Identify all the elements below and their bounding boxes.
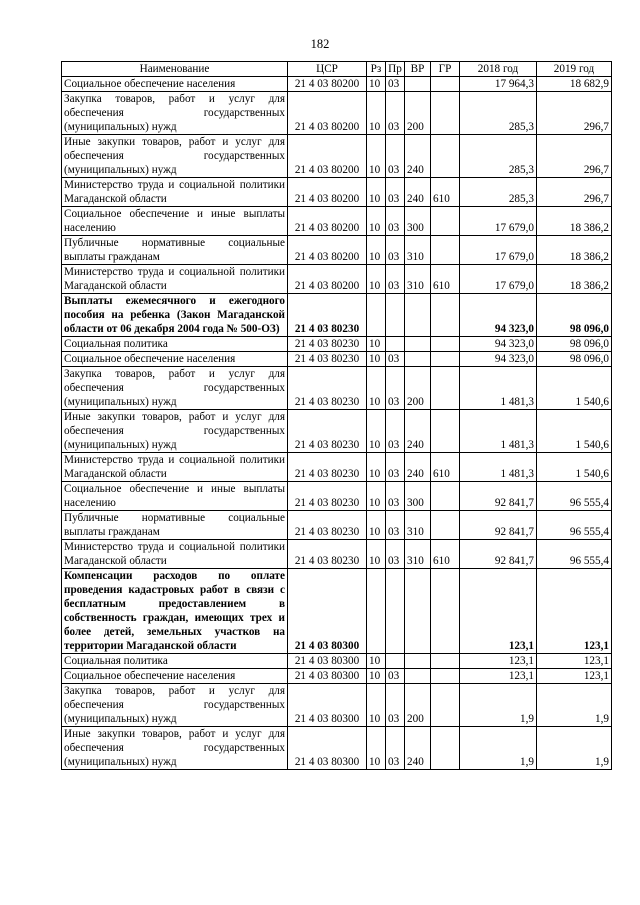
cell-2018: 92 841,7 bbox=[460, 482, 537, 511]
cell-name: Публичные нормативные социальные выплаты гражданам bbox=[62, 236, 288, 265]
table-row bbox=[62, 727, 612, 770]
cell-name: Выплаты ежемесячного и ежегодного пособия на ребенка (Закон Магаданской области от 06 декабря 2004 года № 500-ОЗ) bbox=[62, 294, 288, 337]
cell-2019: 123,1 bbox=[537, 654, 612, 669]
cell-vr: 240 bbox=[405, 727, 431, 770]
cell-2018: 123,1 bbox=[460, 669, 537, 684]
cell-pr: 03 bbox=[386, 482, 405, 511]
table-row bbox=[62, 207, 612, 236]
cell-rz: 10 bbox=[367, 410, 386, 453]
cell-pr: 03 bbox=[386, 367, 405, 410]
cell-2019: 1,9 bbox=[537, 684, 612, 727]
cell-rz: 10 bbox=[367, 207, 386, 236]
cell-csr: 21 4 03 80300 bbox=[288, 669, 367, 684]
table-row bbox=[62, 654, 612, 669]
cell-csr: 21 4 03 80230 bbox=[288, 337, 367, 352]
cell-vr bbox=[405, 654, 431, 669]
header-2019: 2019 год bbox=[537, 62, 612, 77]
cell-name: Социальное обеспечение населения bbox=[62, 352, 288, 367]
cell-pr: 03 bbox=[386, 540, 405, 569]
cell-gr bbox=[431, 367, 460, 410]
cell-rz bbox=[367, 294, 386, 337]
cell-csr: 21 4 03 80200 bbox=[288, 77, 367, 92]
header-vr: ВР bbox=[405, 62, 431, 77]
cell-2019: 296,7 bbox=[537, 178, 612, 207]
cell-gr bbox=[431, 92, 460, 135]
cell-csr: 21 4 03 80300 bbox=[288, 569, 367, 654]
cell-csr: 21 4 03 80230 bbox=[288, 453, 367, 482]
cell-pr bbox=[386, 654, 405, 669]
page-number: 182 bbox=[310, 37, 330, 51]
table-row bbox=[62, 482, 612, 511]
cell-csr: 21 4 03 80200 bbox=[288, 265, 367, 294]
cell-csr: 21 4 03 80300 bbox=[288, 684, 367, 727]
cell-vr: 240 bbox=[405, 178, 431, 207]
cell-rz: 10 bbox=[367, 337, 386, 352]
cell-2019: 96 555,4 bbox=[537, 482, 612, 511]
cell-vr bbox=[405, 352, 431, 367]
cell-2018: 285,3 bbox=[460, 178, 537, 207]
table-row bbox=[62, 352, 612, 367]
cell-2018: 92 841,7 bbox=[460, 511, 537, 540]
cell-gr bbox=[431, 410, 460, 453]
cell-vr bbox=[405, 294, 431, 337]
cell-name: Публичные нормативные социальные выплаты гражданам bbox=[62, 511, 288, 540]
cell-pr: 03 bbox=[386, 727, 405, 770]
cell-csr: 21 4 03 80200 bbox=[288, 92, 367, 135]
cell-rz: 10 bbox=[367, 367, 386, 410]
cell-csr: 21 4 03 80300 bbox=[288, 654, 367, 669]
cell-vr: 240 bbox=[405, 453, 431, 482]
table-row bbox=[62, 569, 612, 654]
cell-rz: 10 bbox=[367, 92, 386, 135]
cell-vr: 200 bbox=[405, 367, 431, 410]
cell-2019: 18 386,2 bbox=[537, 236, 612, 265]
cell-gr: 610 bbox=[431, 178, 460, 207]
cell-vr: 300 bbox=[405, 482, 431, 511]
cell-pr bbox=[386, 569, 405, 654]
table-row bbox=[62, 540, 612, 569]
cell-name: Иные закупки товаров, работ и услуг для обеспечения государственных (муниципальных) нужд bbox=[62, 727, 288, 770]
cell-rz: 10 bbox=[367, 511, 386, 540]
table-row bbox=[62, 178, 612, 207]
cell-2019: 18 682,9 bbox=[537, 77, 612, 92]
cell-name: Министерство труда и социальной политики Магаданской области bbox=[62, 178, 288, 207]
cell-gr bbox=[431, 684, 460, 727]
cell-vr bbox=[405, 337, 431, 352]
cell-rz bbox=[367, 569, 386, 654]
table-row bbox=[62, 453, 612, 482]
cell-2018: 17 964,3 bbox=[460, 77, 537, 92]
cell-2019: 1,9 bbox=[537, 727, 612, 770]
cell-2019: 96 555,4 bbox=[537, 540, 612, 569]
cell-pr: 03 bbox=[386, 207, 405, 236]
cell-pr: 03 bbox=[386, 684, 405, 727]
cell-name: Министерство труда и социальной политики Магаданской области bbox=[62, 540, 288, 569]
cell-rz: 10 bbox=[367, 727, 386, 770]
cell-gr bbox=[431, 654, 460, 669]
cell-csr: 21 4 03 80200 bbox=[288, 236, 367, 265]
cell-pr: 03 bbox=[386, 669, 405, 684]
cell-name: Закупка товаров, работ и услуг для обеспечения государственных (муниципальных) нужд bbox=[62, 92, 288, 135]
cell-name: Социальная политика bbox=[62, 654, 288, 669]
cell-2018: 285,3 bbox=[460, 135, 537, 178]
cell-rz: 10 bbox=[367, 453, 386, 482]
cell-2018: 94 323,0 bbox=[460, 294, 537, 337]
cell-vr: 240 bbox=[405, 410, 431, 453]
table-row bbox=[62, 77, 612, 92]
cell-csr: 21 4 03 80200 bbox=[288, 135, 367, 178]
cell-gr bbox=[431, 77, 460, 92]
cell-2018: 123,1 bbox=[460, 654, 537, 669]
header-gr: ГР bbox=[431, 62, 460, 77]
cell-vr: 310 bbox=[405, 511, 431, 540]
cell-2019: 18 386,2 bbox=[537, 207, 612, 236]
cell-vr: 310 bbox=[405, 236, 431, 265]
cell-vr bbox=[405, 77, 431, 92]
table-row bbox=[62, 265, 612, 294]
cell-2018: 123,1 bbox=[460, 569, 537, 654]
header-rz: Рз bbox=[367, 62, 386, 77]
cell-2018: 17 679,0 bbox=[460, 236, 537, 265]
cell-rz: 10 bbox=[367, 135, 386, 178]
header-name: Наименование bbox=[62, 62, 288, 77]
cell-pr: 03 bbox=[386, 265, 405, 294]
cell-gr bbox=[431, 482, 460, 511]
cell-name: Социальное обеспечение и иные выплаты населению bbox=[62, 207, 288, 236]
cell-gr: 610 bbox=[431, 540, 460, 569]
cell-2019: 1 540,6 bbox=[537, 453, 612, 482]
cell-pr: 03 bbox=[386, 236, 405, 265]
table-row bbox=[62, 410, 612, 453]
cell-rz: 10 bbox=[367, 482, 386, 511]
cell-name: Иные закупки товаров, работ и услуг для обеспечения государственных (муниципальных) нужд bbox=[62, 135, 288, 178]
cell-2018: 17 679,0 bbox=[460, 265, 537, 294]
cell-2019: 18 386,2 bbox=[537, 265, 612, 294]
cell-2019: 98 096,0 bbox=[537, 294, 612, 337]
cell-csr: 21 4 03 80230 bbox=[288, 540, 367, 569]
cell-rz: 10 bbox=[367, 236, 386, 265]
header-pr: Пр bbox=[386, 62, 405, 77]
cell-name: Закупка товаров, работ и услуг для обеспечения государственных (муниципальных) нужд bbox=[62, 367, 288, 410]
cell-2019: 1 540,6 bbox=[537, 367, 612, 410]
cell-vr: 200 bbox=[405, 684, 431, 727]
cell-vr: 310 bbox=[405, 265, 431, 294]
table-row bbox=[62, 511, 612, 540]
cell-csr: 21 4 03 80230 bbox=[288, 410, 367, 453]
cell-2019: 98 096,0 bbox=[537, 352, 612, 367]
table-row bbox=[62, 684, 612, 727]
cell-2018: 1 481,3 bbox=[460, 367, 537, 410]
cell-2019: 96 555,4 bbox=[537, 511, 612, 540]
cell-2018: 94 323,0 bbox=[460, 352, 537, 367]
cell-2019: 123,1 bbox=[537, 569, 612, 654]
header-csr: ЦСР bbox=[288, 62, 367, 77]
cell-rz: 10 bbox=[367, 669, 386, 684]
cell-gr bbox=[431, 669, 460, 684]
cell-2018: 17 679,0 bbox=[460, 207, 537, 236]
cell-pr: 03 bbox=[386, 352, 405, 367]
cell-pr: 03 bbox=[386, 135, 405, 178]
table-row bbox=[62, 337, 612, 352]
cell-pr: 03 bbox=[386, 77, 405, 92]
header-2018: 2018 год bbox=[460, 62, 537, 77]
cell-gr bbox=[431, 294, 460, 337]
cell-2019: 296,7 bbox=[537, 92, 612, 135]
budget-table bbox=[61, 61, 612, 770]
table-row bbox=[62, 135, 612, 178]
cell-2018: 1,9 bbox=[460, 727, 537, 770]
cell-2018: 1 481,3 bbox=[460, 410, 537, 453]
table-row bbox=[62, 367, 612, 410]
cell-pr: 03 bbox=[386, 178, 405, 207]
cell-gr: 610 bbox=[431, 265, 460, 294]
cell-gr bbox=[431, 207, 460, 236]
cell-name: Закупка товаров, работ и услуг для обеспечения государственных (муниципальных) нужд bbox=[62, 684, 288, 727]
cell-name: Социальное обеспечение населения bbox=[62, 77, 288, 92]
table-row bbox=[62, 92, 612, 135]
cell-gr bbox=[431, 236, 460, 265]
cell-2018: 285,3 bbox=[460, 92, 537, 135]
cell-pr: 03 bbox=[386, 410, 405, 453]
cell-gr bbox=[431, 727, 460, 770]
cell-gr: 610 bbox=[431, 453, 460, 482]
cell-gr bbox=[431, 352, 460, 367]
cell-csr: 21 4 03 80230 bbox=[288, 352, 367, 367]
cell-pr: 03 bbox=[386, 92, 405, 135]
cell-rz: 10 bbox=[367, 265, 386, 294]
table-header-row bbox=[62, 62, 612, 77]
cell-csr: 21 4 03 80230 bbox=[288, 482, 367, 511]
cell-2018: 92 841,7 bbox=[460, 540, 537, 569]
cell-vr: 200 bbox=[405, 92, 431, 135]
cell-vr bbox=[405, 569, 431, 654]
cell-rz: 10 bbox=[367, 540, 386, 569]
cell-gr bbox=[431, 135, 460, 178]
table-row bbox=[62, 669, 612, 684]
cell-gr bbox=[431, 337, 460, 352]
cell-vr: 240 bbox=[405, 135, 431, 178]
cell-rz: 10 bbox=[367, 77, 386, 92]
cell-2019: 1 540,6 bbox=[537, 410, 612, 453]
cell-vr: 310 bbox=[405, 540, 431, 569]
cell-rz: 10 bbox=[367, 654, 386, 669]
cell-pr: 03 bbox=[386, 511, 405, 540]
cell-csr: 21 4 03 80300 bbox=[288, 727, 367, 770]
cell-rz: 10 bbox=[367, 178, 386, 207]
cell-csr: 21 4 03 80230 bbox=[288, 294, 367, 337]
cell-pr: 03 bbox=[386, 453, 405, 482]
cell-name: Социальное обеспечение и иные выплаты населению bbox=[62, 482, 288, 511]
cell-name: Министерство труда и социальной политики Магаданской области bbox=[62, 453, 288, 482]
cell-gr bbox=[431, 511, 460, 540]
table-row bbox=[62, 236, 612, 265]
cell-2019: 123,1 bbox=[537, 669, 612, 684]
cell-vr: 300 bbox=[405, 207, 431, 236]
table-row bbox=[62, 294, 612, 337]
cell-csr: 21 4 03 80200 bbox=[288, 178, 367, 207]
cell-name: Компенсации расходов по оплате проведения кадастровых работ в связи с бесплатным предоставлением в собственность граждан, имеющих трех и более детей, земельных участков на территории Магаданской области bbox=[62, 569, 288, 654]
cell-name: Иные закупки товаров, работ и услуг для обеспечения государственных (муниципальных) нужд bbox=[62, 410, 288, 453]
cell-rz: 10 bbox=[367, 352, 386, 367]
cell-pr bbox=[386, 294, 405, 337]
cell-gr bbox=[431, 569, 460, 654]
cell-name: Социальная политика bbox=[62, 337, 288, 352]
cell-csr: 21 4 03 80230 bbox=[288, 367, 367, 410]
cell-pr bbox=[386, 337, 405, 352]
cell-csr: 21 4 03 80230 bbox=[288, 511, 367, 540]
cell-2019: 98 096,0 bbox=[537, 337, 612, 352]
cell-vr bbox=[405, 669, 431, 684]
cell-2019: 296,7 bbox=[537, 135, 612, 178]
cell-2018: 1 481,3 bbox=[460, 453, 537, 482]
cell-rz: 10 bbox=[367, 684, 386, 727]
cell-2018: 1,9 bbox=[460, 684, 537, 727]
cell-2018: 94 323,0 bbox=[460, 337, 537, 352]
cell-name: Министерство труда и социальной политики Магаданской области bbox=[62, 265, 288, 294]
cell-csr: 21 4 03 80200 bbox=[288, 207, 367, 236]
cell-name: Социальное обеспечение населения bbox=[62, 669, 288, 684]
